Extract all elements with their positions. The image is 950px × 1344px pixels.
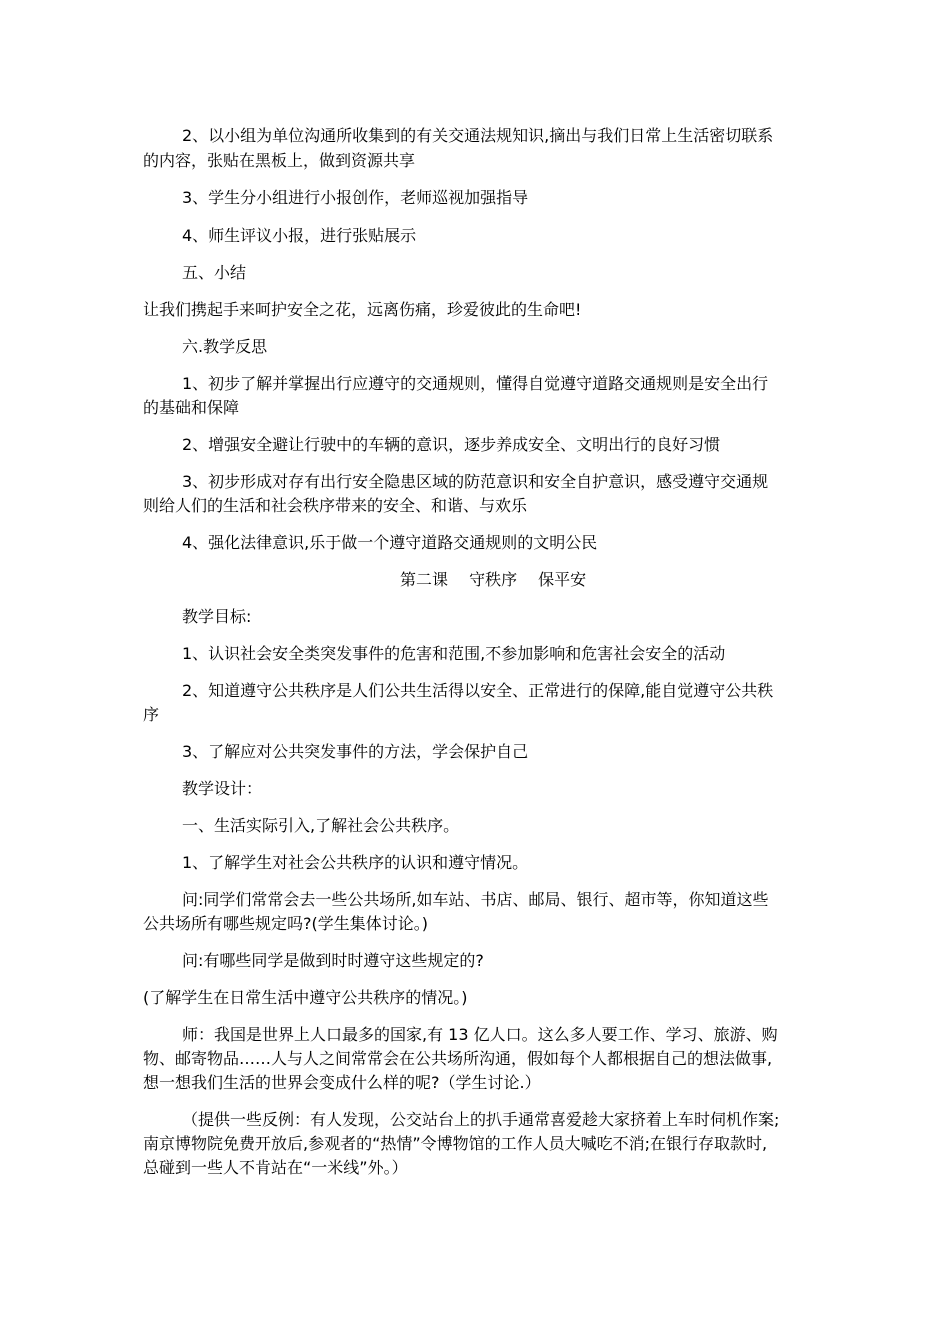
paragraph-line: 师：我国是世界上人口最多的国家,有 13 亿人口。这么多人要工作、学习、旅游、购 (182, 1025, 778, 1044)
section-heading: 一、生活实际引入,了解社会公共秩序。 (182, 816, 460, 835)
paragraph-line: 物、邮寄物品……人与人之间常常会在公共场所沟通，假如每个人都根据自己的想法做事, (143, 1049, 773, 1068)
lesson-title: 第二课 守秩序 保平安 (400, 570, 587, 589)
paragraph-line: 总碰到一些人不肯站在“一米线”外。） (143, 1158, 408, 1177)
paragraph-line: 南京博物院免费开放后,参观者的“热情”令博物馆的工作人员大喊吃不消;在银行存取款时, (143, 1134, 768, 1153)
paragraph-line: 问:同学们常常会去一些公共场所,如车站、书店、邮局、银行、超市等，你知道这些 (182, 890, 769, 909)
paragraph-line: 2、知道遵守公共秩序是人们公共生活得以安全、正常进行的保障,能自觉遵守公共秩 (182, 681, 774, 700)
paragraph-line: 3、了解应对公共突发事件的方法，学会保护自己 (182, 742, 529, 761)
section-heading: 教学目标: (182, 607, 252, 626)
paragraph-line: 1、初步了解并掌握出行应遵守的交通规则，懂得自觉遵守道路交通规则是安全出行 (182, 374, 769, 393)
paragraph-line: 3、学生分小组进行小报创作，老师巡视加强指导 (182, 188, 529, 207)
paragraph-line: 序 (143, 705, 160, 724)
section-heading: 五、小结 (182, 263, 247, 282)
paragraph-line: 让我们携起手来呵护安全之花，远离伤痛，珍爱彼此的生命吧! (143, 300, 582, 319)
paragraph-line: （提供一些反例：有人发现，公交站台上的扒手通常喜爱趁大家挤着上车时伺机作案; (182, 1110, 780, 1129)
paragraph-line: 4、师生评议小报，进行张贴展示 (182, 226, 417, 245)
paragraph-line: 3、初步形成对存有出行安全隐患区域的防范意识和安全自护意识，感受遵守交通规 (182, 472, 769, 491)
paragraph-line: 1、认识社会安全类突发事件的危害和范围,不参加影响和危害社会安全的活动 (182, 644, 726, 663)
section-heading: 六.教学反思 (182, 337, 268, 356)
paragraph-line: 则给人们的生活和社会秩序带来的安全、和谐、与欢乐 (143, 496, 528, 515)
paragraph-line: 的内容，张贴在黑板上，做到资源共享 (143, 151, 416, 170)
paragraph-line: 的基础和保障 (143, 398, 240, 417)
paragraph-line: 公共场所有哪些规定吗?(学生集体讨论。) (143, 914, 428, 933)
paragraph-line: 4、强化法律意识,乐于做一个遵守道路交通规则的文明公民 (182, 533, 598, 552)
paragraph-line: 想一想我们生活的世界会变成什么样的呢?（学生讨论.） (143, 1073, 541, 1092)
paragraph-line: (了解学生在日常生活中遵守公共秩序的情况。) (143, 988, 468, 1007)
paragraph-line: 1、了解学生对社会公共秩序的认识和遵守情况。 (182, 853, 529, 872)
paragraph-line: 2、增强安全避让行驶中的车辆的意识，逐步养成安全、文明出行的良好习惯 (182, 435, 721, 454)
paragraph-line: 2、以小组为单位沟通所收集到的有关交通法规知识,摘出与我们日常上生活密切联系 (182, 126, 774, 145)
section-heading: 教学设计： (182, 779, 263, 798)
paragraph-line: 问:有哪些同学是做到时时遵守这些规定的? (182, 951, 484, 970)
